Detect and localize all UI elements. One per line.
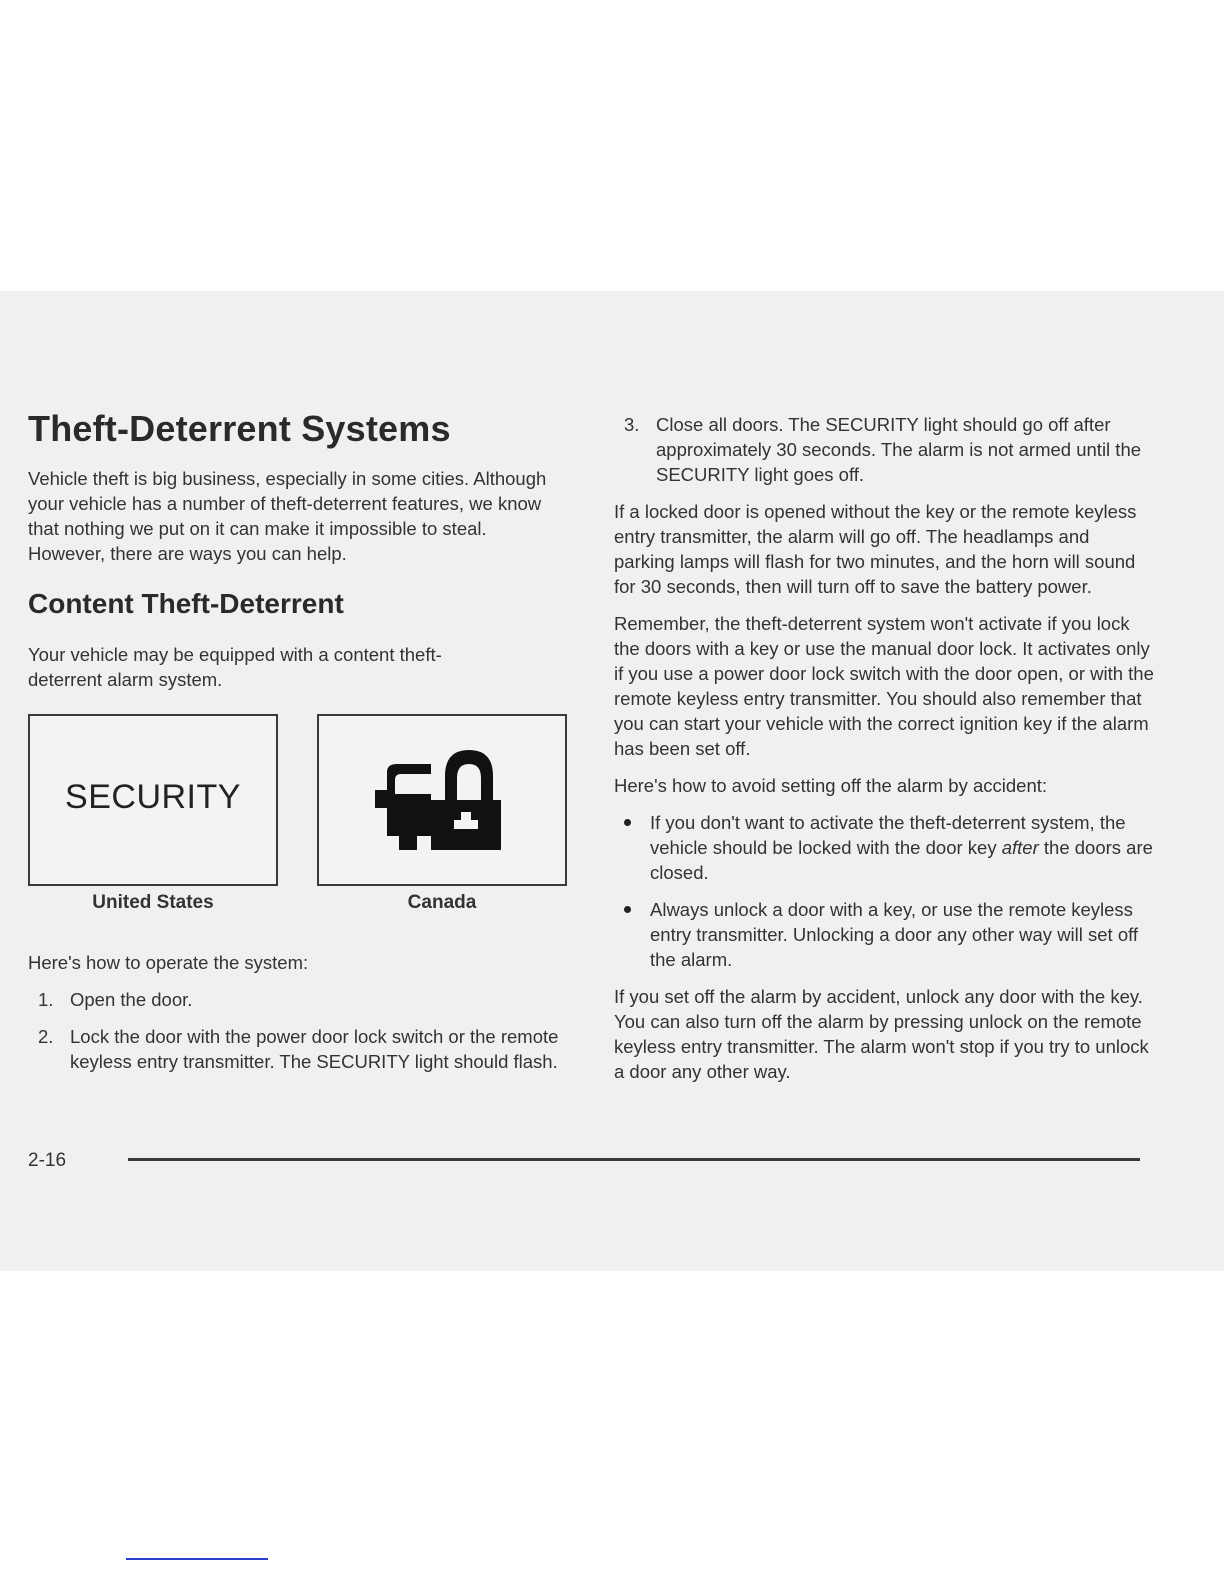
canada-caption: Canada [407, 892, 477, 913]
step-number: 2. [38, 1026, 54, 1047]
list-item [28, 1024, 568, 1074]
footer-rule [128, 1158, 1140, 1161]
content-paragraph: Your vehicle may be equipped with a content theft-deterrent alarm system. [28, 644, 442, 690]
step-number: 1. [38, 989, 54, 1010]
accident-paragraph: If you set off the alarm by accident, unlock any door with the key. You can also turn off the alarm by pressing unlock on the remote keyless entry transmitter. The alarm won't stop if you try to unlock a door any other way. [614, 986, 1149, 1082]
tip-text: Always unlock a door with a key, or use the remote keyless entry transmitter. Unlocking a door any other way will set off the alarm. [650, 899, 1139, 970]
tip-text-end: the doors are closed. [650, 837, 1153, 883]
us-caption: United States [92, 892, 214, 913]
page-number: 2-16 [28, 1150, 67, 1171]
tip-text-start: If you don't want to activate the theft-deterrent system, the vehicle should be locked with the door key [650, 812, 1126, 858]
step-text: Lock the door with the power door lock switch or the remote keyless entry transmitter. The SECURITY light should flash. [70, 1026, 559, 1072]
remember-paragraph: Remember, the theft-deterrent system won't activate if you lock the doors with a key or use the manual door lock. It activates only if you use a power door lock switch with the door open, or with the remote keyless entry transmitter. You should also remember that you can start your vehicle with the correct ignition key if the alarm has been set off. [614, 613, 1154, 759]
step-text: Close all doors. The SECURITY light should go off after approximately 30 seconds. The alarm is not armed until the SECURITY light goes off. [656, 414, 1142, 485]
right-column [614, 412, 1154, 1084]
tips-list [614, 810, 1154, 972]
bullet-icon [624, 906, 631, 913]
steps-list [28, 987, 568, 1074]
vehicle-padlock-icon [371, 738, 507, 856]
step-number: 3. [624, 414, 640, 435]
steps-list-continued [614, 412, 1154, 487]
canada-security-indicator [317, 714, 567, 886]
us-security-indicator [28, 714, 278, 886]
howto-paragraph: Here's how to operate the system: [28, 952, 309, 973]
list-item [28, 987, 568, 1012]
list-item [614, 810, 1154, 885]
indicator-figures [28, 714, 568, 914]
list-item [614, 897, 1154, 972]
avoid-paragraph: Here's how to avoid setting off the alarm by accident: [614, 775, 1048, 796]
bottom-link-underline[interactable] [126, 1558, 268, 1560]
security-label: SECURITY [65, 778, 241, 816]
section-heading: Content Theft-Deterrent [28, 588, 344, 619]
tip-emphasis: after [1001, 837, 1039, 858]
left-column [28, 408, 568, 1074]
intro-paragraph: Vehicle theft is big business, especially in some cities. Although your vehicle has a number of theft-deterrent features, we know that nothing we put on it can make it impossible to steal. However, there are ways you can help. [28, 468, 547, 564]
step-text: Open the door. [70, 989, 193, 1010]
alarm-paragraph: If a locked door is opened without the key or the remote keyless entry transmitter, the alarm will go off. The headlamps and parking lamps will flash for two minutes, and the horn will sound for 30 seconds, then will turn off to save the battery power. [614, 501, 1137, 597]
list-item [614, 412, 1154, 487]
bullet-icon [624, 819, 631, 826]
page-title: Theft-Deterrent Systems [28, 408, 451, 449]
